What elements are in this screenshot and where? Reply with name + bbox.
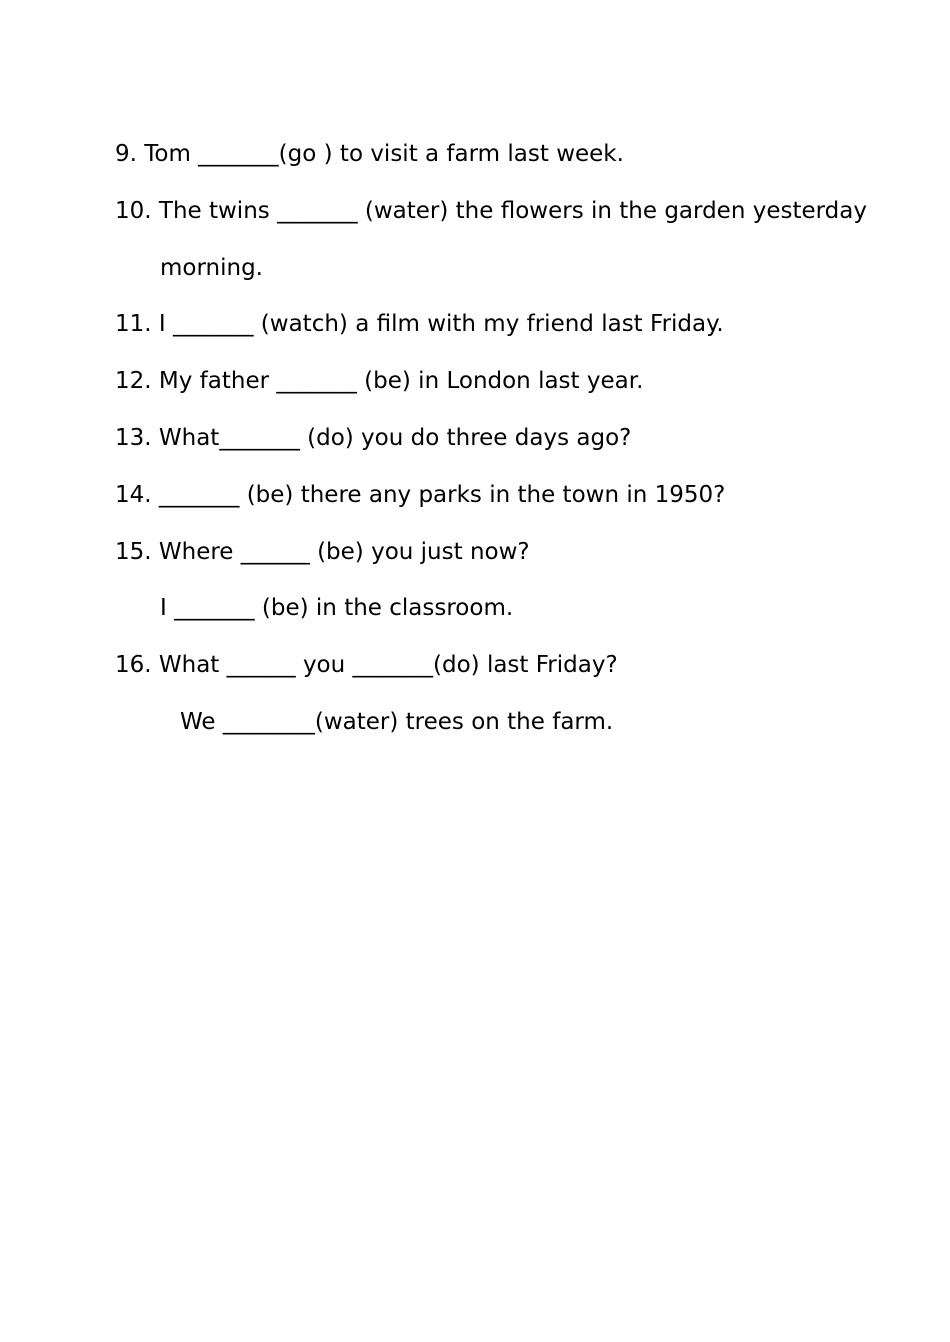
- question-16: 16. What ______ you _______(do) last Friday?: [115, 652, 618, 679]
- question-15: 15. Where ______ (be) you just now?: [115, 538, 530, 565]
- question-14: 14. _______ (be) there any parks in the town in 1950?: [115, 481, 726, 508]
- question-16-answer: We ________(water) trees on the farm.: [180, 708, 614, 735]
- question-10: 10. The twins _______ (water) the flowers in the garden yesterday: [115, 197, 867, 224]
- exercise-list: [115, 134, 950, 759]
- question-15-answer: I _______ (be) in the classroom.: [160, 595, 514, 622]
- question-10-continuation: morning.: [160, 254, 263, 281]
- question-11: 11. I _______ (watch) a film with my friend last Friday.: [115, 311, 724, 338]
- question-13: 13. What_______ (do) you do three days ago?: [115, 424, 632, 451]
- question-12: 12. My father _______ (be) in London last year.: [115, 368, 644, 395]
- question-9: 9. Tom _______(go ) to visit a farm last week.: [115, 141, 624, 167]
